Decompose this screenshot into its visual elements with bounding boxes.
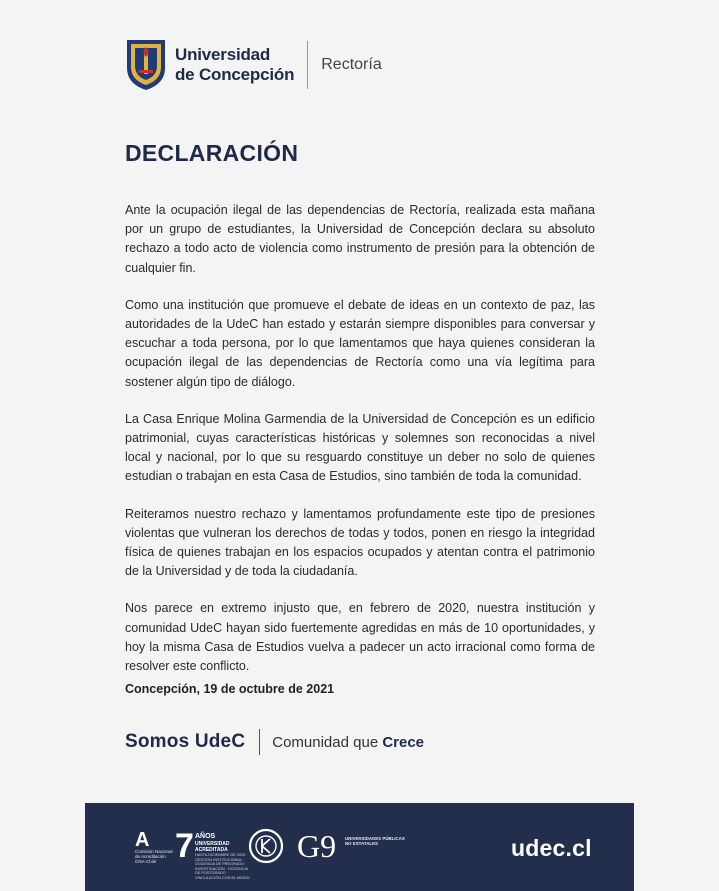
slogan	[125, 727, 424, 757]
header-divider	[307, 41, 308, 89]
cna-logo	[135, 831, 177, 863]
accreditation-title: UNIVERSIDAD ACREDITADA	[195, 841, 230, 853]
declaration-body	[125, 201, 595, 694]
slogan-main: Somos UdeC	[125, 731, 246, 752]
paragraph-3: La Casa Enrique Molina Garmendia de la Universidad de Concepción es un edificio patrimonial, cuyas características históricas y solemnes son reconocidas a nivel local y nacional, por lo que su resguardo constituye un deber no solo de quienes estudian o trabajan en esta Casa de Estudios, sino también de toda la comunidad.	[125, 411, 595, 484]
university-name	[175, 45, 294, 85]
cna-text: Comisión Nacional de Acreditación CNA-Chile	[135, 849, 173, 864]
footer-bar	[85, 803, 634, 891]
paragraph-2: Como una institución que promueve el debate de ideas en un contexto de paz, las autoridades de la UdeC han estado y estarán siempre disponibles para conversar y escuchar a toda persona, por lo que lamentamos que haya quienes consideran la ocupación ilegal de las dependencias de Rectoría como una vía legítima para sostener algún tipo de diálogo.	[125, 297, 595, 389]
g9-text: UNIVERSIDADES PÚBLICAS NO ESTATALES	[345, 836, 405, 847]
paragraph-5: Nos parece en extremo injusto que, en febrero de 2020, nuestra institución y comunidad UdeC hayan sido fuertemente agredidas en más de 10 oportunidades, y hoy la misma Casa de Estudios vuelva a padecer un acto irracional como forma de resolver este conflicto.	[125, 601, 595, 674]
paragraph-1: Ante la ocupación ilegal de las dependencias de Rectoría, realizada esta mañana por un grupo de estudiantes, la Universidad de Concepción declara su absoluto rechazo a todo acto de violencia como instrumento de presión para la obtención de cualquier fin.	[125, 203, 595, 275]
paragraph-4: Reiteramos nuestro rechazo y lamentamos profundamente este tipo de presiones violentas que vulneran los derechos de todas y todos, ponen en riesgo la integridad física de quienes trabajan en los espacios ocupados y atentan contra el patrimonio de la Universidad y de toda la ciudadanía.	[125, 506, 595, 579]
accreditation-years-label: AÑOS	[195, 833, 216, 840]
slogan-sub	[272, 734, 424, 751]
website-link[interactable]: udec.cl	[511, 835, 592, 861]
page-title: DECLARACIÓN	[125, 140, 299, 166]
letterhead	[125, 37, 382, 93]
circular-seal-icon	[247, 827, 285, 865]
slogan-sub-prefix: Comunidad que	[272, 733, 383, 751]
date-line: Concepción, 19 de octubre de 2021	[125, 682, 335, 696]
accreditation-detail: HASTA DICIEMBRE DE 2023 · GESTIÓN INSTITUCIONAL · DOCENCIA DE PREGRADO · INVESTIGACIÓN · DOCENCIA DE POSTGRADO · VINCULACIÓN CON EL MEDIO	[195, 853, 250, 880]
slogan-divider	[259, 729, 260, 755]
accreditation-years-number: 7	[175, 827, 194, 865]
university-crest-icon	[125, 38, 167, 92]
accreditation-block	[195, 833, 253, 881]
cna-mark-icon: A	[135, 829, 148, 851]
office-name: Rectoría	[321, 56, 382, 73]
university-name-line2: de Concepción	[175, 65, 295, 84]
slogan-sub-bold: Crece	[382, 733, 425, 751]
g9-logo: G9	[297, 828, 337, 864]
university-name-line1: Universidad	[175, 45, 271, 64]
